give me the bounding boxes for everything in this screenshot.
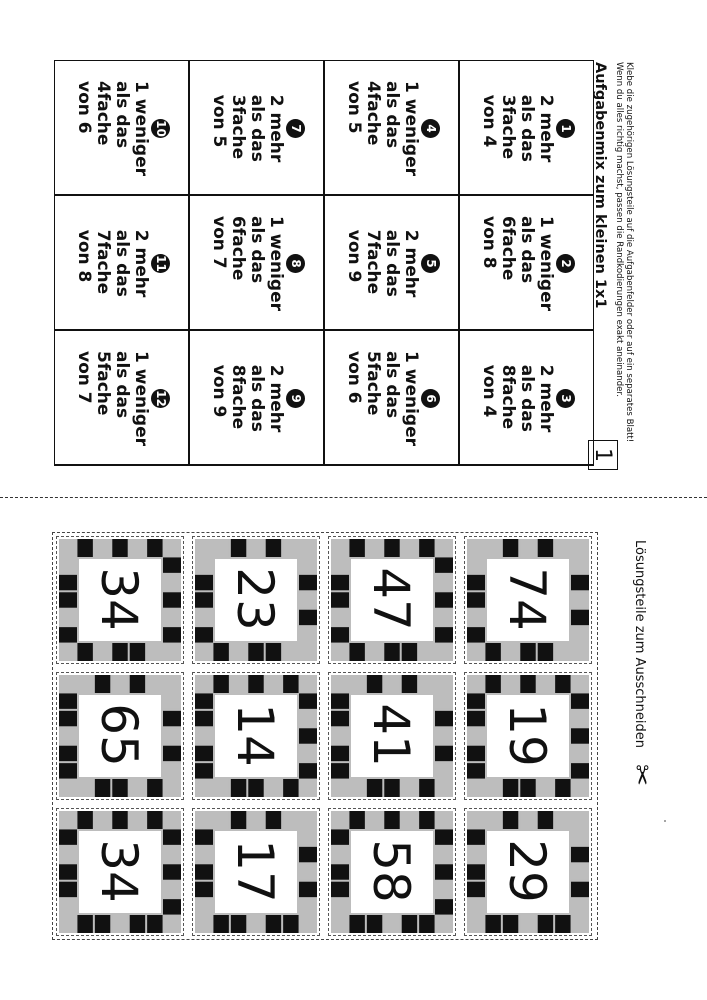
solution-number: 19 (498, 703, 556, 767)
task-number: 6 (422, 389, 441, 408)
task-content (460, 61, 595, 196)
task-cell (189, 195, 324, 330)
task-text: 1 weniger als das 4fache von 5 (344, 81, 422, 176)
page-number: 1 (588, 440, 618, 470)
solution-tile[interactable] (464, 536, 592, 664)
solution-tile[interactable] (56, 808, 184, 936)
task-content (325, 331, 460, 466)
task-number: 10 (152, 119, 171, 138)
task-text: 2 mehr als das 8fache von 4 (479, 364, 557, 433)
task-number: 7 (287, 119, 306, 138)
solution-number: 41 (362, 703, 420, 767)
header (580, 60, 692, 470)
task-number: 1 (557, 119, 576, 138)
task-content (325, 61, 460, 196)
task-number: 9 (287, 389, 306, 408)
task-number: 12 (152, 389, 171, 408)
task-grid (54, 60, 594, 466)
task-cell (54, 60, 189, 195)
solution-number: 58 (362, 839, 420, 903)
solution-number: 23 (226, 567, 284, 631)
task-content (55, 331, 190, 466)
solution-tile[interactable] (56, 536, 184, 664)
solution-number: 47 (362, 567, 420, 631)
solution-number: 74 (498, 567, 556, 631)
task-text: 1 weniger als das 6fache von 8 (479, 216, 557, 311)
solution-tile[interactable] (192, 672, 320, 800)
task-cell (324, 330, 459, 465)
task-cell (324, 195, 459, 330)
task-cell (189, 60, 324, 195)
solution-tile[interactable] (328, 536, 456, 664)
task-content (190, 61, 325, 196)
task-cell (459, 60, 594, 195)
task-text: 2 mehr als das 7fache von 9 (344, 229, 422, 298)
solution-tile[interactable] (192, 536, 320, 664)
solution-number: 65 (90, 703, 148, 767)
task-cell (459, 330, 594, 465)
task-content (190, 196, 325, 331)
task-text: 2 mehr als das 7fache von 8 (74, 229, 152, 298)
solution-tile[interactable] (328, 672, 456, 800)
solution-number: 34 (90, 839, 148, 903)
task-content (325, 196, 460, 331)
task-number: 3 (557, 389, 576, 408)
task-cell (324, 60, 459, 195)
task-cell (54, 330, 189, 465)
solution-number: 14 (226, 703, 284, 767)
solution-tile[interactable] (464, 808, 592, 936)
task-cell (189, 330, 324, 465)
solution-tile[interactable] (328, 808, 456, 936)
task-content (190, 331, 325, 466)
task-content (460, 196, 595, 331)
task-content (55, 196, 190, 331)
cutouts-header (611, 540, 651, 780)
solution-number: 17 (226, 839, 284, 903)
speck (664, 820, 666, 822)
task-text: 1 weniger als das 5fache von 7 (74, 351, 152, 446)
solution-area (52, 532, 598, 940)
task-cell (54, 195, 189, 330)
task-text: 2 mehr als das 8fache von 9 (209, 364, 287, 433)
task-text: 2 mehr als das 3fache von 4 (479, 94, 557, 163)
solution-number: 34 (90, 567, 148, 631)
instructions: Klebe die zugehörigen Lösungsteile auf die Aufgabenfelder oder auf ein separates Blatt! Wenn du alles richtig machst, passen die Randkodierungen exakt aneinander. (614, 62, 634, 443)
cutouts-label: Lösungsteile zum Ausschneiden (632, 540, 647, 748)
task-number: 2 (557, 254, 576, 273)
task-number: 11 (152, 254, 171, 273)
task-text: 2 mehr als das 3fache von 5 (209, 94, 287, 163)
cut-line (0, 497, 707, 498)
page-title: Aufgabenmix zum kleinen 1x1 (592, 62, 608, 309)
task-number: 8 (287, 254, 306, 273)
solution-tile[interactable] (464, 672, 592, 800)
solution-tile[interactable] (192, 808, 320, 936)
task-text: 1 weniger als das 6fache von 7 (209, 216, 287, 311)
task-number: 5 (422, 254, 441, 273)
task-content (55, 61, 190, 196)
solution-tile[interactable] (56, 672, 184, 800)
task-text: 1 weniger als das 5fache von 6 (344, 351, 422, 446)
task-text: 1 weniger als das 4fache von 6 (74, 81, 152, 176)
task-cell (459, 195, 594, 330)
scissors-icon: ✂ (625, 764, 656, 786)
task-number: 4 (422, 119, 441, 138)
solution-number: 29 (498, 839, 556, 903)
task-content (460, 331, 595, 466)
